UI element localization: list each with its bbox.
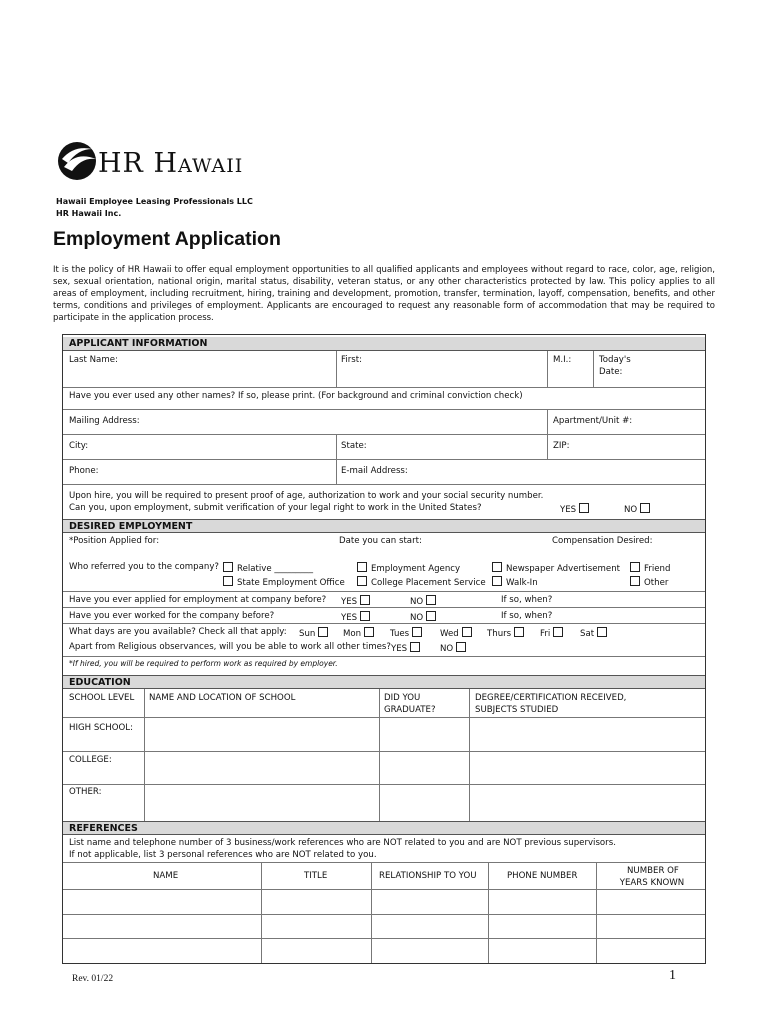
col-school-name: NAME AND LOCATION OF SCHOOL [149,693,296,703]
option-state-office[interactable]: State Employment Office [223,576,345,588]
revision-label: Rev. 01/22 [72,974,114,984]
edu-row-college: COLLEGE: [69,755,112,765]
email-label: E-mail Address: [341,466,408,476]
other-names-label: Have you ever used any other names? If so, please print. (For background and criminal conviction check) [69,391,523,401]
other-checkbox[interactable] [630,576,640,586]
references-instruction-2: If not applicable, list 3 personal references who are NOT related to you. [69,850,377,860]
friend-checkbox[interactable] [630,562,640,572]
option-employment-agency[interactable]: Employment Agency [357,562,460,574]
option-walk-in[interactable]: Walk-In [492,576,538,588]
col-graduate-1: DID YOU [384,693,421,703]
worked-when-label: If so, when? [501,611,553,621]
agency-checkbox[interactable] [357,562,367,572]
applied-before-label: Have you ever applied for employment at company before? [69,595,327,605]
zip-label: ZIP: [553,441,570,451]
day-tues[interactable]: Tues [390,627,422,639]
compensation-label: Compensation Desired: [552,536,653,546]
tues-checkbox[interactable] [412,627,422,637]
religious-no-checkbox[interactable] [456,642,466,652]
col-ref-years-1: NUMBER OF [627,866,679,876]
mailing-label: Mailing Address: [69,416,140,426]
phone-label: Phone: [69,466,99,476]
thurs-checkbox[interactable] [514,627,524,637]
references-instruction-1: List name and telephone number of 3 business/work references who are NOT related to you and are NOT previous supervisors. [69,838,616,848]
application-form [62,334,706,964]
newspaper-checkbox[interactable] [492,562,502,572]
mon-checkbox[interactable] [364,627,374,637]
logo-text: HR Hawaii [98,148,244,179]
state-office-checkbox[interactable] [223,576,233,586]
option-other[interactable]: Other [630,576,668,588]
applied-yes[interactable]: YES [341,595,370,607]
position-label: *Position Applied for: [69,536,160,546]
day-fri[interactable]: Fri [540,627,563,639]
col-ref-years-2: YEARS KNOWN [619,878,685,888]
page-number: 1 [669,968,676,983]
col-ref-phone: PHONE NUMBER [507,871,578,881]
col-degree-2: SUBJECTS STUDIED [475,705,559,715]
applied-no[interactable]: NO [410,595,436,607]
religious-label: Apart from Religious observances, will you be able to work all other times? [69,642,391,652]
sat-checkbox[interactable] [597,627,607,637]
applied-no-checkbox[interactable] [426,595,436,605]
mi-label: M.I.: [553,355,572,365]
start-date-label: Date you can start: [339,536,422,546]
apartment-label: Apartment/Unit #: [553,416,633,426]
col-ref-relationship: RELATIONSHIP TO YOU [379,871,477,881]
col-ref-title: TITLE [304,871,328,881]
yes-checkbox[interactable] [579,503,589,513]
proof-line-1: Upon hire, you will be required to present proof of age, authorization to work and your social security number. [69,491,544,501]
edu-row-other: OTHER: [69,787,102,797]
col-graduate-2: GRADUATE? [384,705,436,715]
religious-yes-checkbox[interactable] [410,642,420,652]
company-line-1: Hawaii Employee Leasing Professionals LLC [56,197,253,206]
religious-no[interactable]: NO [440,642,466,654]
col-ref-name: NAME [153,871,179,881]
option-newspaper[interactable]: Newspaper Advertisement [492,562,620,574]
work-auth-yes[interactable] [560,503,589,515]
section-applicant-header: APPLICANT INFORMATION [63,337,705,351]
last-name-label: Last Name: [69,355,118,365]
state-label: State: [341,441,367,451]
applied-when-label: If so, when? [501,595,553,605]
todays-label: Today's [599,355,631,365]
city-label: City: [69,441,89,451]
col-school-level: SCHOOL LEVEL [69,693,135,703]
date-label: Date: [599,367,623,377]
wed-checkbox[interactable] [462,627,472,637]
edu-row-high-school: HIGH SCHOOL: [69,723,133,733]
worked-no-checkbox[interactable] [426,611,436,621]
company-line-2: HR Hawaii Inc. [56,209,122,218]
fri-checkbox[interactable] [553,627,563,637]
day-wed[interactable]: Wed [440,627,472,639]
day-sat[interactable]: Sat [580,627,607,639]
option-friend[interactable]: Friend [630,562,670,574]
section-references-header: REFERENCES [63,821,705,835]
walk-in-checkbox[interactable] [492,576,502,586]
proof-line-2: Can you, upon employment, submit verification of your legal right to work in the United States? [69,503,482,513]
worked-before-label: Have you ever worked for the company before? [69,611,275,621]
college-placement-checkbox[interactable] [357,576,367,586]
referred-label: Who referred you to the company? [69,562,219,572]
section-education-header: EDUCATION [63,675,705,689]
yes-label: YES [560,505,577,515]
col-degree-1: DEGREE/CERTIFICATION RECEIVED, [475,693,627,703]
sun-checkbox[interactable] [318,627,328,637]
religious-yes[interactable]: YES [391,642,420,654]
applied-yes-checkbox[interactable] [360,595,370,605]
option-college-placement[interactable]: College Placement Service [357,576,486,588]
page-title: Employment Application [53,228,281,250]
option-relative[interactable]: Relative _________ [223,562,313,574]
work-auth-no[interactable] [624,503,650,515]
worked-yes[interactable]: YES [341,611,370,623]
no-checkbox[interactable] [640,503,650,513]
first-name-label: First: [341,355,362,365]
worked-no[interactable]: NO [410,611,436,623]
day-thurs[interactable]: Thurs [487,627,524,639]
no-label: NO [624,505,638,515]
relative-checkbox[interactable] [223,562,233,572]
section-desired-header: DESIRED EMPLOYMENT [63,519,705,533]
day-sun[interactable]: Sun [299,627,328,639]
policy-paragraph: It is the policy of HR Hawaii to offer equal employment opportunities to all qualified applicants and employees without regard to race, color, age, religion, sex, sexual orientation, national origin, marital status, disability, veteran status, or any other characteristics protected by law. This policy applies to all areas of employment, including recruitment, hiring, training and development, promotion, transfer, termination, layoff, compensation, benefits, and other terms, conditions and privileges of employment. Applicants are encouraged to request any reasonable form of accommodation that may be required to participate in the application process. [53,265,715,323]
hire-note: *If hired, you will be required to perform work as required by employer. [69,659,338,668]
worked-yes-checkbox[interactable] [360,611,370,621]
day-mon[interactable]: Mon [343,627,374,639]
days-label: What days are you available? Check all that apply: [69,627,287,637]
